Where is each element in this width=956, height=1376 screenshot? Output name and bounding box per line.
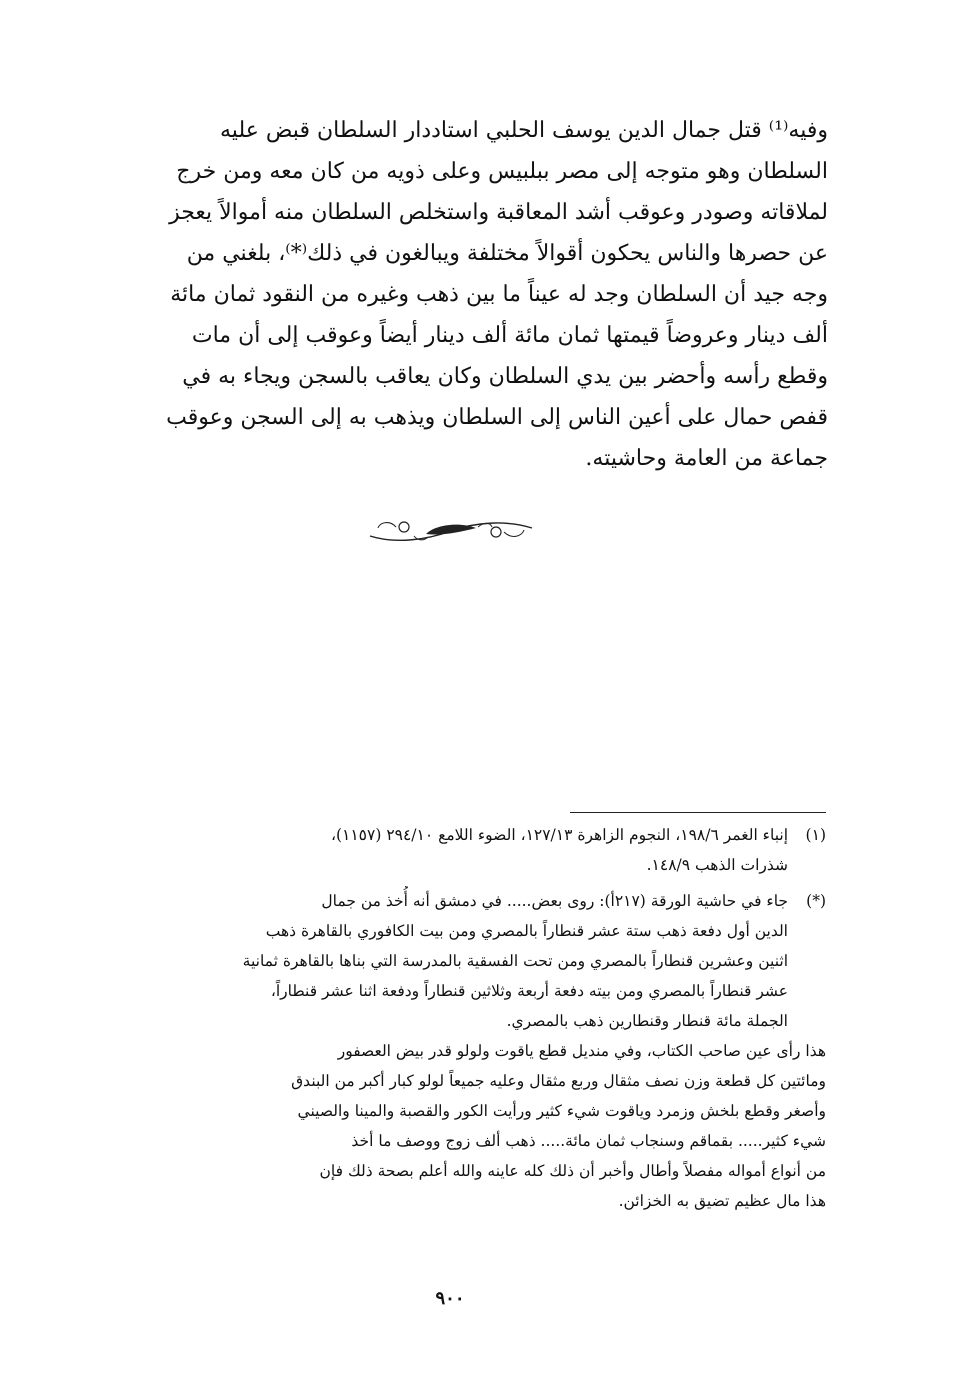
main-text-line: وجه جيد أن السلطان وجد له عيناً ما بين ذهب وغيره من النقود ثمان مائة	[170, 282, 828, 307]
floral-divider-icon	[366, 514, 536, 548]
main-text-line: وفيه⁽¹⁾ قتل جمال الدين يوسف الحلبي استاددار السلطان قبض عليه	[220, 118, 828, 143]
main-text-line: قفص حمال على أعين الناس إلى السلطان ويذهب به إلى السجن وعوقب	[166, 405, 828, 430]
main-text-line: ألف دينار وعروضاً قيمتها ثمان مائة ألف دينار أيضاً وعوقب إلى أن مات	[191, 323, 828, 348]
footnote-line: ومائتين كل قطعة وزن نصف مثقال وربع مثقال وعليه جميعاً لولو كبار أكبر من البندق	[291, 1072, 826, 1090]
footnote-line: شذرات الذهب ١٤٨/٩.	[646, 856, 788, 874]
footnote-line: الدين أول دفعة ذهب ستة عشر قنطاراً بالمصري ومن بيت الكافوري بالقاهرة ذهب	[265, 922, 788, 940]
main-text-line: جماعة من العامة وحاشيته.	[585, 446, 828, 471]
main-text-line: وقطع رأسه وأحضر بين يدي السلطان وكان يعاقب بالسجن ويجاء به في	[182, 364, 828, 389]
main-text-line: السلطان وهو متوجه إلى مصر ببلبيس وعلى ذويه من كان معه ومن خرج	[176, 159, 828, 184]
footnote-separator	[570, 812, 826, 813]
footnote-line: عشر قنطاراً بالمصري ومن بيته دفعة أربعة وثلاثين قنطاراً ودفعة اثنا عشر قنطاراً،	[270, 982, 788, 1000]
main-text-line: لملاقاته وصودر وعوقب أشد المعاقبة واستخلص السلطان منه أموالاً يعجز	[169, 200, 828, 225]
footnote-line: هذا مال عظيم تضيق به الخزائن.	[618, 1192, 826, 1210]
footnote-marker: (*)	[806, 892, 826, 910]
footnote-line: وأصغر وقطع بلخش وزمرد وياقوت شيء كثير ورأيت الكور والقصبة والمينا والصيني	[297, 1102, 826, 1120]
main-text-block	[78, 110, 828, 479]
footnote-text: إنباء الغمر ١٩٨/٦، النجوم الزاهرة ١٢٧/١٣، الضوء اللامع ٢٩٤/١٠ (١١٥٧)،	[330, 826, 788, 844]
footnotes-block	[74, 820, 826, 1216]
footnote-line: الجملة مائة قنطار وقنطارين ذهب بالمصري.	[506, 1012, 788, 1030]
footnote-line	[74, 886, 826, 916]
footnote-line: هذا رأى عين صاحب الكتاب، وفي منديل قطع ياقوت ولولو قدر بيض العصفور	[337, 1042, 826, 1060]
main-text-line: عن حصرها والناس يحكون أقوالاً مختلفة ويبالغون في ذلك⁽*⁾، بلغني من	[186, 241, 828, 266]
footnote-text: جاء في حاشية الورقة (٢١٧أ): روى بعض..... في دمشق أنه أُخذ من جمال	[321, 892, 788, 910]
footnote-line: اثنين وعشرين قنطاراً بالمصري ومن تحت الفسقية بالمدرسة التي بناها بالقاهرة ثمانية	[242, 952, 788, 970]
footnote-line: من أنواع أمواله مفصلاً وأطال وأخبر أن ذلك كله عاينه والله أعلم بصحة ذلك فإن	[319, 1162, 826, 1180]
page-number: ٩٠٠	[435, 1288, 465, 1309]
footnote-marker: (١)	[805, 826, 826, 844]
footnote-line	[74, 820, 826, 850]
footnote-line: شيء كثير..... بقماقم وسنجاب ثمان مائة..... ذهب ألف زوج ووصف ما أخذ	[351, 1132, 826, 1150]
